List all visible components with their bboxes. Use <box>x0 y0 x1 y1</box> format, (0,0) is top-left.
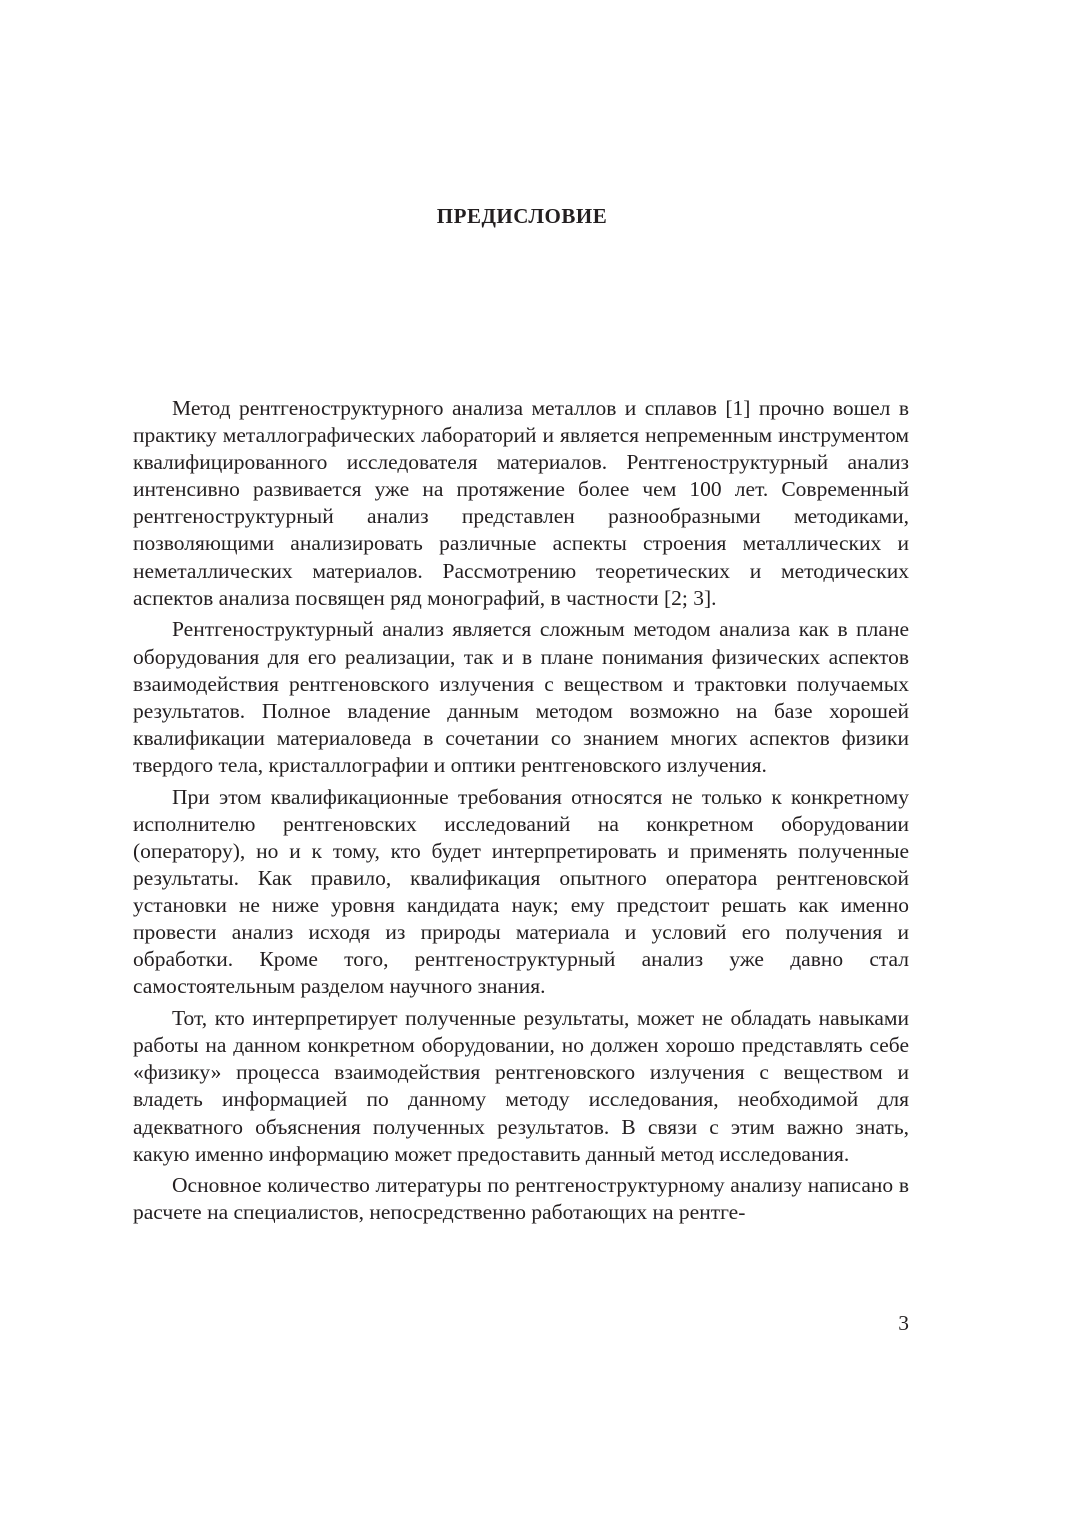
paragraph-2: Рентгеноструктурный анализ является сложным методом анализа как в плане оборудования для его реализации, так и в плане понимания физических аспектов взаимодействия рентгеновского излучения с веществом и трактовки получаемых результатов. Полное владение данным методом возможно на базе хорошей квалификации материаловеда в сочетании со знанием многих аспектов физики твердого тела, кристаллографии и оптики рентгеновского излучения. <box>133 617 909 777</box>
body-text <box>133 395 909 1227</box>
paragraph-3: При этом квалификационные требования относятся не только к конкретному исполнителю рентгеновских исследований на конкретном оборудовании (оператору), но и к тому, кто будет интерпретировать и применять полученные результаты. Как правило, квалификация опытного оператора рентгеновской установки не ниже уровня кандидата наук; ему предстоит решать как именно провести анализ исходя из природы материала и условий его получения и обработки. Кроме того, рентгеноструктурный анализ уже давно стал самостоятельным разделом научного знания. <box>133 784 909 999</box>
page-number: 3 <box>898 1311 909 1335</box>
paragraph-5: Основное количество литературы по рентгеноструктурному анализу написано в расчете на специалистов, непосредственно работающих на рентге- <box>133 1173 909 1225</box>
paragraph-1: Метод рентгеноструктурного анализа металлов и сплавов [1] прочно вошел в практику металлографических лабораторий и является непременным инструментом квалифицированного исследователя материалов. Рентгеноструктурный анализ интенсивно развивается уже на протяжение более чем 100 лет. Современный рентгеноструктурный анализ представлен разнообразными методиками, позволяющими анализировать различные аспекты строения металлических и неметаллических материалов. Рассмотрению теоретических и методических аспектов анализа посвящен ряд монографий, в частности [2; 3]. <box>133 396 909 610</box>
chapter-title: ПРЕДИСЛОВИЕ <box>436 204 608 228</box>
paragraph-4: Тот, кто интерпретирует полученные результаты, может не обладать навыками работы на данном конкретном оборудовании, но должен хорошо представлять себе «физику» процесса взаимодействия рентгеновского излучения с веществом и владеть информацией по данному методу исследования, необходимой для адекватного объяснения полученных результатов. В связи с этим важно знать, какую именно информацию может предоставить данный метод исследования. <box>133 1006 909 1166</box>
